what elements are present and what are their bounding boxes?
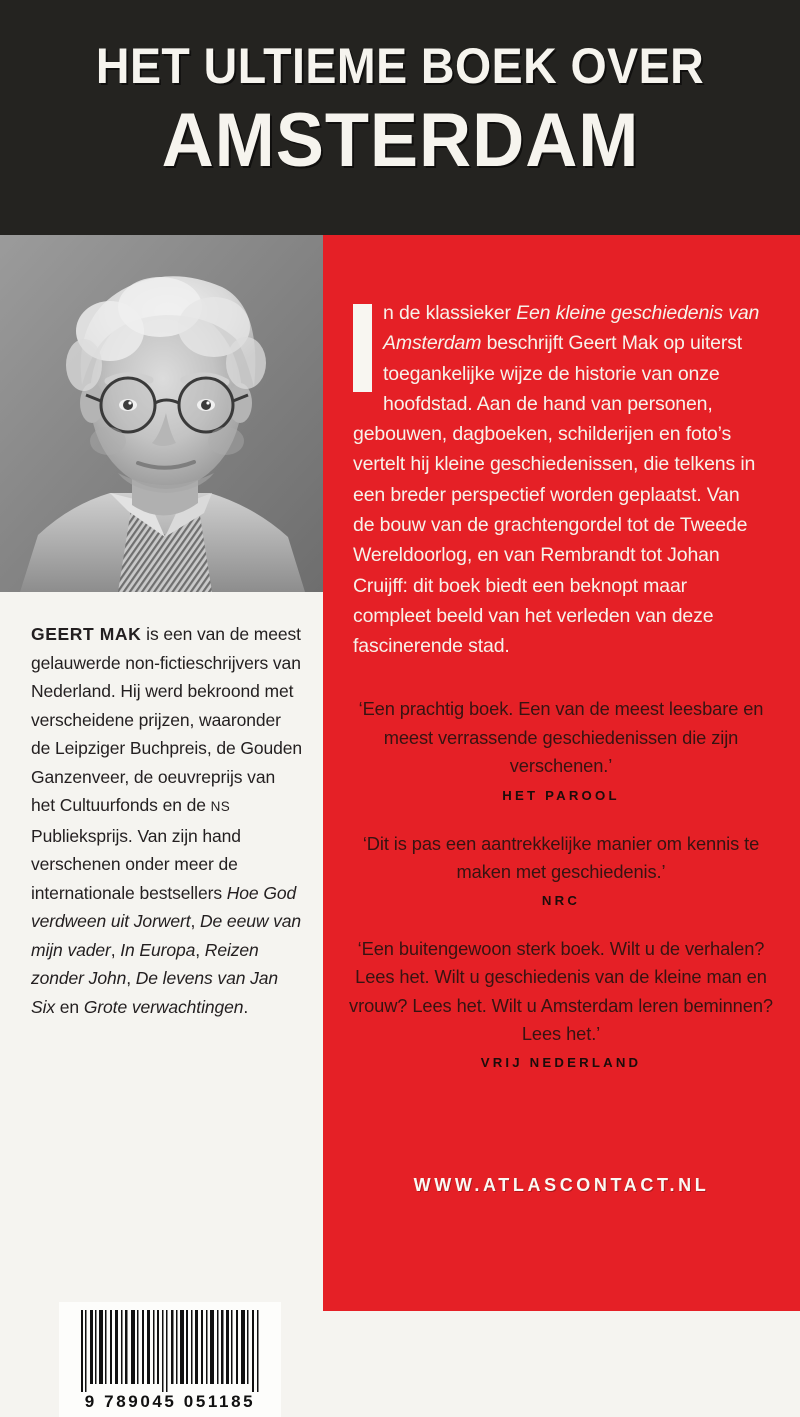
review-quotes (349, 695, 773, 1070)
author-name: GEERT MAK (31, 624, 142, 644)
blurb-seg2: beschrijft Geert Mak op uiterst toegankelijke wijze de historie van onze hoofdstad. Aan de hand van personen, gebouwen, dagboeken, schilderijen en foto’s vertelt hij kleine geschiedenissen, die telkens in een breder perspectief worden geplaatst. Van de bouw van de grachtengordel tot de Tweede Wereldoorlog, en van Rembrandt tot Johan Cruijff: dit boek biedt een beknopt maar compleet beeld van het verleden van deze fascinerende stad. (353, 332, 756, 658)
bio-conjunction: en (55, 996, 84, 1017)
bio-part1: is een van de meest gelauwerde non-fictieschrijvers van Nederland. Hij werd bekroond met verscheidene prijzen, waaronder de Leipziger Buchpreis, de Gouden Ganzenveer, de oeuvreprijs van het Cultuurfonds en de (31, 624, 303, 815)
book-title-1: Hoe God verdween uit Jorwert (31, 882, 297, 931)
barcode-bars (79, 1310, 264, 1392)
portrait-illustration (0, 235, 323, 592)
isbn-number: 9 789045 051185 (84, 1392, 256, 1411)
review-source: VRIJ NEDERLAND (480, 1054, 642, 1070)
review-quote: ‘Een buitengewoon sterk boek. Wilt u de verhalen? Lees het. Wilt u geschiedenis van de kleine man en vrouw? Lees het. Wilt u Amsterdam leren beminnen? Lees het.’ (349, 937, 773, 1044)
page-title-line1: HET ULTIEME BOEK OVER (95, 38, 705, 94)
book-title-4: Reizen zonder John (31, 939, 259, 988)
review-quote: ‘Dit is pas een aantrekkelijke manier om kennis te maken met geschiedenis.’ (362, 832, 760, 882)
barcode-graphic (79, 1310, 264, 1392)
blurb-seg1: n de klassieker (383, 302, 517, 324)
drop-cap (353, 304, 372, 392)
author-portrait-photo (0, 235, 323, 592)
book-blurb (353, 298, 765, 662)
left-column (0, 235, 323, 1411)
referenced-book-title: Een kleine geschiedenis van Amsterdam (383, 302, 760, 355)
red-panel (323, 235, 800, 1311)
book-title-5: De levens van Jan Six (31, 968, 279, 1017)
bio-ns-abbrev: NS (210, 799, 230, 814)
bio-part2: Publieksprijs. Van zijn hand verschenen onder meer de internationale bestsellers (31, 825, 241, 903)
book-title-2: De eeuw van mijn vader (31, 911, 302, 960)
cover-header (0, 0, 800, 235)
page-title-line2: AMSTERDAM (161, 98, 639, 183)
author-bio: GEERT MAK is een van de meest gelauwerde non-fictieschrijvers van Nederland. Hij werd bekroond met verscheidene prijzen, waaronder de Leipziger Buchpreis, de Gouden Ganzenveer, de oeuvreprijs van het Cultuurfonds en de NS Publieksprijs. Van zijn hand verschenen onder meer de internationale bestsellers Hoe God verdween uit Jorwert, De eeuw van mijn vader, In Europa, Reizen zonder John, De levens van Jan Six en Grote verwachtingen. (31, 624, 303, 1017)
review-quote: ‘Een prachtig boek. Een van de meest leesbare en meest verrassende geschiedenissen die zijn verschenen.’ (358, 698, 764, 776)
review-source: HET PAROOL (502, 787, 620, 803)
publisher-website[interactable]: WWW.ATLASCONTACT.NL (413, 1175, 710, 1195)
bio-end: . (243, 996, 249, 1017)
isbn-barcode (59, 1302, 281, 1417)
book-title-3: In Europa (120, 939, 196, 960)
book-title-6: Grote verwachtingen (83, 996, 244, 1017)
review-source: NRC (541, 892, 581, 908)
